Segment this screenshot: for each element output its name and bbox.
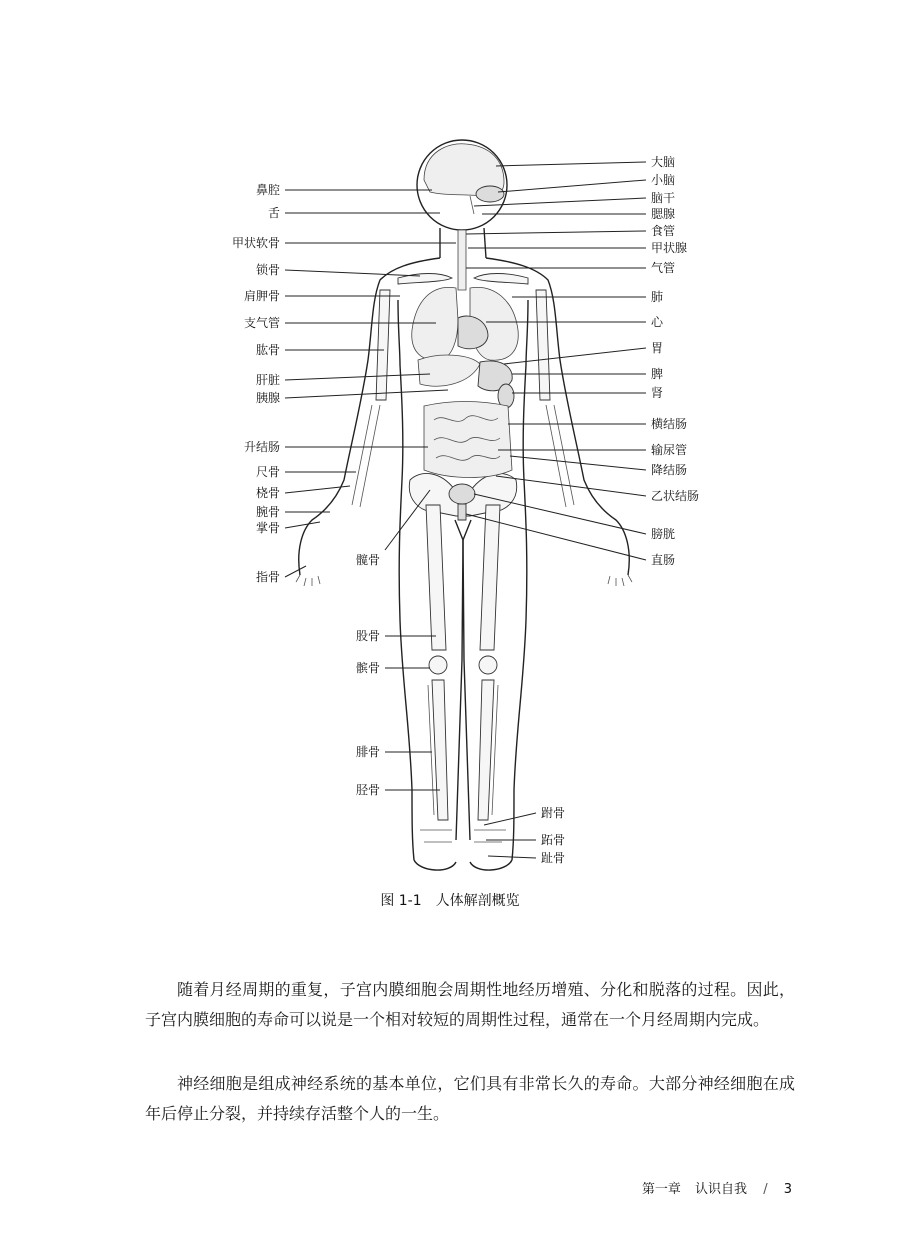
label-cerebrum: 大脑 [651, 155, 676, 169]
label-lung: 肺 [651, 290, 664, 304]
label-esophagus: 食管 [651, 224, 676, 238]
label-sigmoid-colon: 乙状结肠 [651, 489, 700, 503]
figure-caption [0, 890, 900, 910]
label-heart: 心 [651, 315, 664, 329]
label-radius: 桡骨 [255, 486, 280, 500]
organs [412, 144, 519, 520]
label-metacarpals: 掌骨 [255, 521, 280, 535]
caption-title: 人体解剖概览 [435, 893, 520, 909]
label-scapula: 肩胛骨 [243, 289, 280, 303]
label-patella: 髌骨 [355, 661, 380, 675]
left-labels [232, 182, 380, 797]
label-pancreas: 胰腺 [255, 391, 280, 405]
label-descending-colon: 降结肠 [651, 463, 688, 477]
label-stomach: 胃 [651, 341, 664, 355]
label-hip-bone: 髋骨 [355, 553, 380, 567]
label-nasal-cavity: 鼻腔 [255, 183, 280, 197]
body-paragraph-1: 随着月经周期的重复，子宫内膜细胞会周期性地经历增殖、分化和脱落的过程。因此，子宫内膜细胞的寿命可以说是一个相对较短的周期性过程，通常在一个月经周期内完成。 [145, 980, 795, 1029]
caption-number: 图 1-1 [380, 893, 422, 909]
label-transverse-colon: 横结肠 [651, 417, 688, 431]
footer-chapter-title: 认识自我 [695, 1182, 748, 1197]
label-thyroid-gland: 甲状腺 [651, 241, 688, 255]
label-cerebellum: 小脑 [651, 173, 676, 187]
label-tarsals: 跗骨 [541, 806, 566, 820]
label-tibia: 胫骨 [355, 783, 380, 797]
label-humerus: 肱骨 [255, 343, 280, 357]
label-bladder: 膀胱 [651, 527, 676, 541]
label-kidney: 肾 [651, 386, 664, 400]
label-femur: 股骨 [355, 629, 380, 643]
label-fibula: 腓骨 [355, 745, 380, 759]
label-metatarsals: 跖骨 [541, 833, 566, 847]
label-spleen: 脾 [651, 367, 664, 381]
footer-chapter: 第一章 [641, 1182, 681, 1197]
label-liver: 肝脏 [255, 373, 280, 387]
label-rectum: 直肠 [651, 553, 676, 567]
label-tongue: 舌 [267, 206, 280, 220]
label-trachea: 气管 [651, 261, 676, 275]
label-ascending-colon: 升结肠 [243, 440, 280, 454]
label-ulna: 尺骨 [255, 465, 280, 479]
label-parotid-gland: 腮腺 [651, 207, 676, 221]
footer-separator: / [763, 1182, 768, 1197]
label-bronchi: 支气管 [243, 316, 280, 330]
label-phalanges-foot: 趾骨 [541, 851, 566, 865]
page-footer [642, 1178, 792, 1197]
right-labels [541, 154, 699, 865]
label-ureter: 输尿管 [651, 443, 688, 457]
label-clavicle: 锁骨 [255, 263, 280, 277]
label-carpals: 腕骨 [255, 505, 280, 519]
body-paragraph-2: 神经细胞是组成神经系统的基本单位，它们具有非常长久的寿命。大部分神经细胞在成年后停止分裂，并持续存活整个人的一生。 [145, 1074, 795, 1123]
page-number: 3 [783, 1182, 792, 1197]
label-phalanges-hand: 指骨 [255, 570, 280, 584]
label-brainstem: 脑干 [651, 191, 676, 205]
label-thyroid-cartilage: 甲状软骨 [231, 236, 280, 250]
